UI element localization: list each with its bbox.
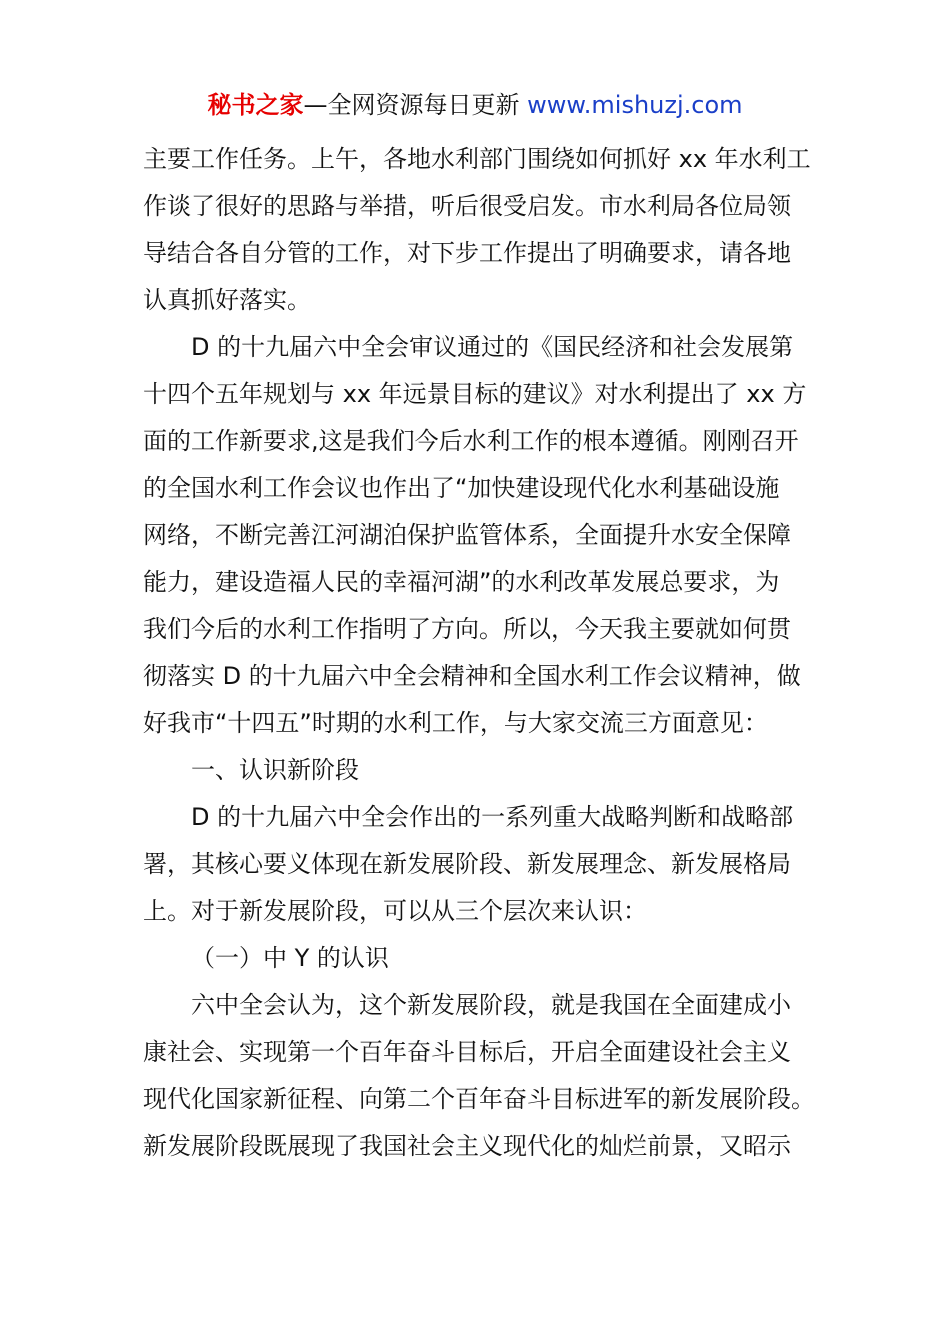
header-tagline: —全网资源每日更新 [303,91,520,119]
text-line: 网络，不断完善江河湖泊保护监管体系，全面提升水安全保障 [143,521,791,549]
site-url-link[interactable]: www.mishuzj.com [527,91,743,119]
paragraph-start: D 的十九届六中全会作出的一系列重大战略判断和战略部 [191,803,794,831]
text-line: 康社会、实现第一个百年奋斗目标后，开启全面建设社会主义 [143,1038,791,1066]
text-line: 十四个五年规划与 xx 年远景目标的建议》对水利提出了 xx 方 [143,380,807,408]
text-line: 面的工作新要求,这是我们今后水利工作的根本遵循。刚刚召开 [143,427,799,455]
text-line: 主要工作任务。上午，各地水利部门围绕如何抓好 xx 年水利工 [143,145,811,173]
text-line: 好我市“十四五”时期的水利工作，与大家交流三方面意见： [143,709,768,737]
text-line: 能力，建设造福人民的幸福河湖”的水利改革发展总要求，为 [143,568,780,596]
page-header [0,88,950,122]
brand-name: 秘书之家 [207,91,304,119]
section-heading: 一、认识新阶段 [191,756,359,784]
paragraph-start: D 的十九届六中全会审议通过的《国民经济和社会发展第 [191,333,794,361]
document-body [143,136,813,1170]
text-line: 作谈了很好的思路与举措，听后很受启发。市水利局各位局领 [143,192,791,220]
text-line: 我们今后的水利工作指明了方向。所以，今天我主要就如何贯 [143,615,791,643]
paragraph-start: 六中全会认为，这个新发展阶段，就是我国在全面建成小 [191,991,791,1019]
text-line: 导结合各自分管的工作，对下步工作提出了明确要求，请各地 [143,239,791,267]
subsection-heading: （一）中 Y 的认识 [191,944,389,972]
text-line: 彻落实 D 的十九届六中全会精神和全国水利工作会议精神，做 [143,662,801,690]
text-line: 新发展阶段既展现了我国社会主义现代化的灿烂前景，又昭示 [143,1132,791,1160]
text-line: 署，其核心要义体现在新发展阶段、新发展理念、新发展格局 [143,850,791,878]
text-line: 认真抓好落实。 [143,286,311,314]
text-line: 上。对于新发展阶段，可以从三个层次来认识： [143,897,647,925]
text-line: 的全国水利工作会议也作出了“加快建设现代化水利基础设施 [143,474,780,502]
text-line: 现代化国家新征程、向第二个百年奋斗目标进军的新发展阶段。 [143,1085,815,1113]
